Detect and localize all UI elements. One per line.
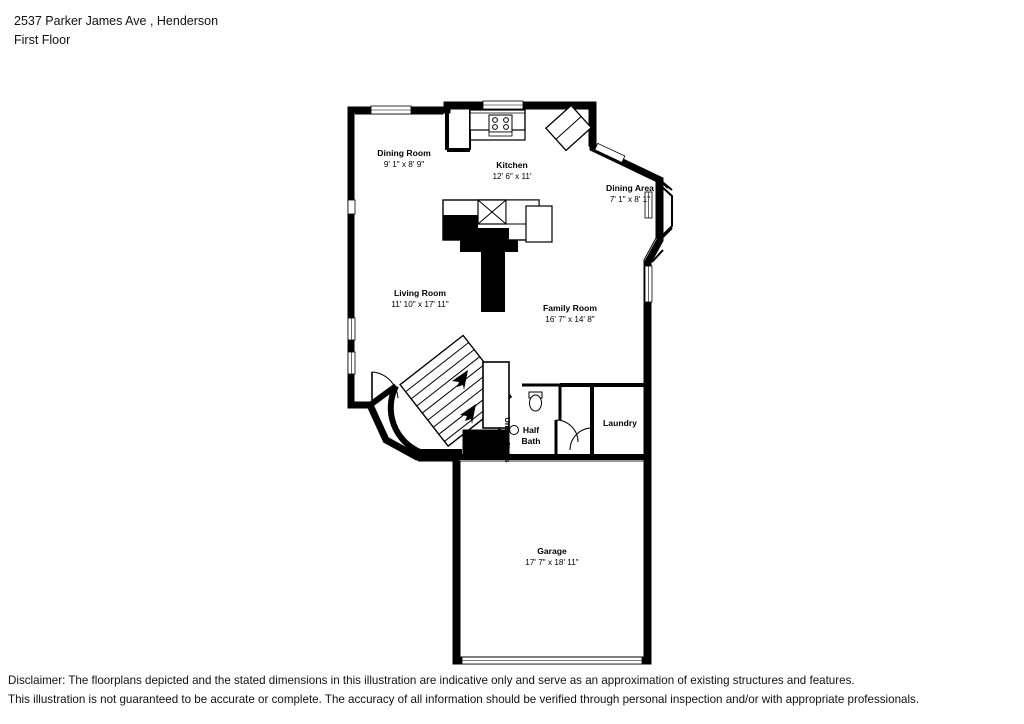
room-label-living-room: Living Room 11' 10" x 17' 11" <box>391 288 449 309</box>
room-label-family-room: Family Room 16' 7" x 14' 8" <box>543 303 597 324</box>
room-label-garage: Garage 17' 7" x 18' 11" <box>525 546 579 567</box>
room-label-dining-area: Dining Area 7' 1" x 8' 1" <box>606 183 654 204</box>
room-label-dining-room: Dining Room 9' 1" x 8' 9" <box>377 148 431 169</box>
disclaimer <box>8 671 1008 709</box>
room-label-kitchen: Kitchen 12' 6" x 11' <box>492 160 532 181</box>
room-label-half-bath: Half Bath <box>521 425 541 446</box>
room-label-laundry: Laundry <box>603 418 637 428</box>
under-stairs-closet-label: Under Stairs Closet <box>495 417 512 463</box>
floor-label: First Floor <box>14 33 71 47</box>
property-address: 2537 Parker James Ave , Henderson <box>14 14 219 28</box>
disclaimer-line-2: This illustration is not guaranteed to be accurate or complete. The accuracy of all information should be verified through personal inspection and/or with appropriate professionals. <box>8 693 920 706</box>
disclaimer-line-1: Disclaimer: The floorplans depicted and the stated dimensions in this illustration are indicative only and serve as an approximation of existing structures and features. <box>8 674 855 687</box>
fireplace-label: Fireplace <box>515 306 525 348</box>
